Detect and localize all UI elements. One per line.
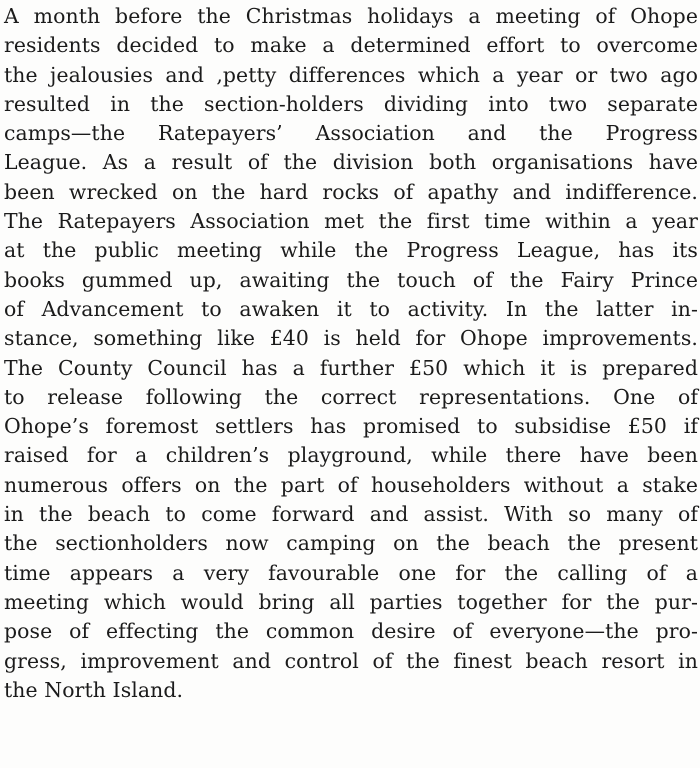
text-line: stance, something like £40 is held for Ohope improvements. — [4, 326, 698, 351]
text-line: The County Council has a further £50 which it is prepared — [4, 355, 698, 380]
text-line: the North Island. — [4, 677, 184, 702]
text-line: pose of effecting the common desire of everyone—the pro- — [4, 619, 698, 644]
text-line: League. As a result of the division both organisations have — [4, 150, 698, 175]
text-line: at the public meeting while the Progress League, has its — [4, 238, 698, 263]
text-line: time appears a very favourable one for the calling of a — [4, 560, 698, 585]
text-line: the sectionholders now camping on the beach the present — [4, 531, 698, 556]
text-line: A month before the Christmas holidays a meeting of Ohope — [4, 4, 698, 28]
text-line: of Advancement to awaken it to activity. In the latter in- — [4, 296, 698, 321]
text-line: meeting which would bring all parties together for the pur- — [4, 589, 698, 614]
text-line: The Ratepayers Association met the first time within a year — [4, 209, 698, 234]
article-body — [4, 2, 698, 705]
text-line: resulted in the section-holders dividing into two separate — [4, 91, 698, 116]
text-line: the jealousies and ,petty differences which a year or two ago — [4, 62, 698, 87]
text-line: gress, improvement and control of the finest beach resort in — [4, 648, 698, 673]
text-line: been wrecked on the hard rocks of apathy and indifference. — [4, 179, 698, 204]
text-line: in the beach to come forward and assist. With so many of — [4, 502, 698, 527]
text-line: Ohope’s foremost settlers has promised to subsidise £50 if — [4, 414, 698, 439]
text-line: books gummed up, awaiting the touch of the Fairy Prince — [4, 267, 698, 292]
text-line: residents decided to make a determined effort to overcome — [4, 33, 698, 58]
text-line: numerous offers on the part of householders without a stake — [4, 472, 698, 497]
text-line: to release following the correct representations. One of — [4, 384, 698, 409]
text-line: raised for a children’s playground, while there have been — [4, 443, 698, 468]
text-line: camps—the Ratepayers’ Association and the Progress — [4, 121, 698, 146]
